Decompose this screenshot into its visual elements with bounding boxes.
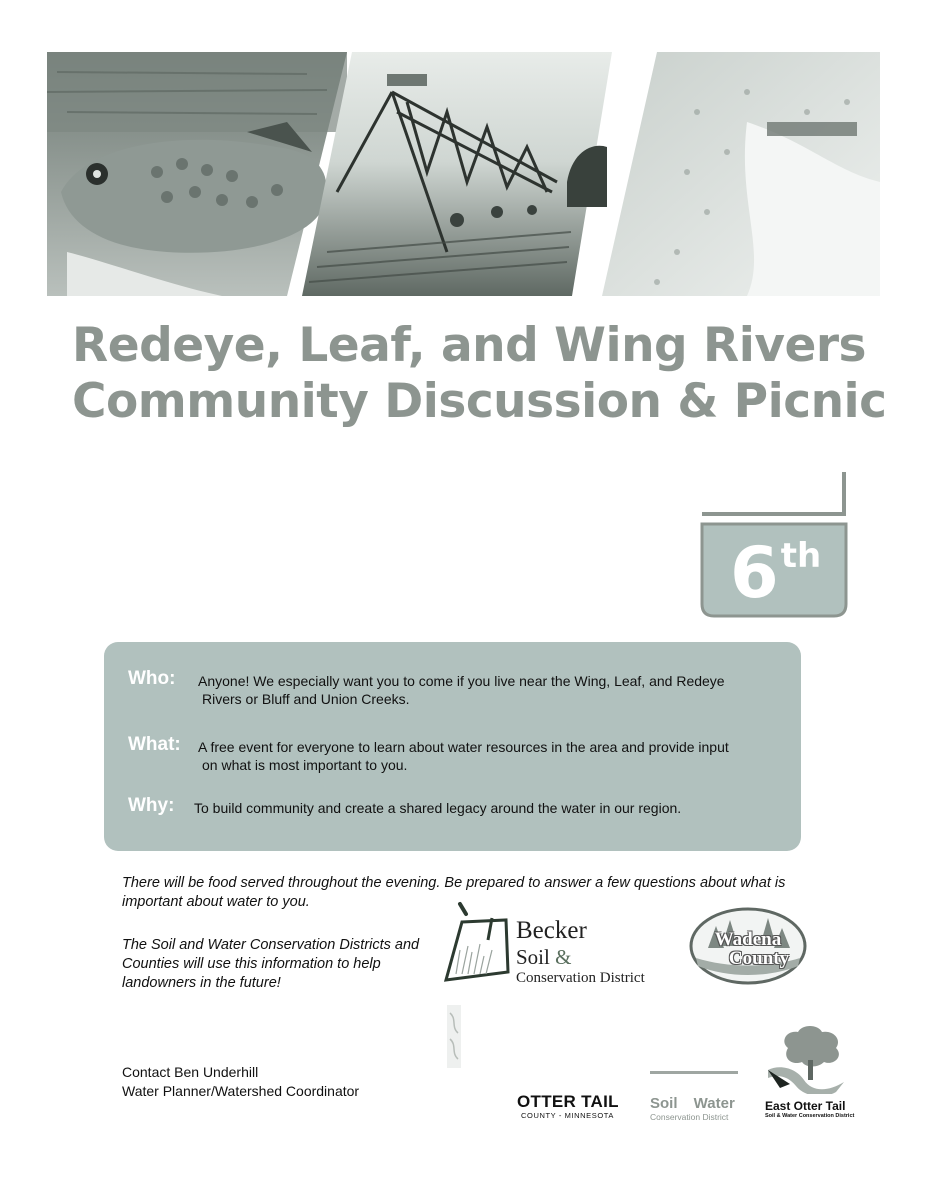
why-row [128, 795, 788, 817]
who-text-line-2: Rivers or Bluff and Union Creeks. [202, 691, 410, 707]
becker-name: Becker [516, 917, 587, 944]
who-text-line-1: Anyone! We especially want you to come if you live near the Wing, Leaf, and Redeye [198, 673, 725, 689]
future-note: The Soil and Water Conservation Districts and Counties will use this information to help landowners in the future! [122, 937, 420, 991]
becker-soil-line [516, 945, 571, 969]
title-line-2: Community Discussion & Picnic [72, 374, 887, 429]
east-otter-tail-name: East Otter Tail [765, 1099, 846, 1113]
wadena-line-1: Wadena [714, 929, 782, 950]
swcd-name: Soil Water [650, 1095, 735, 1112]
becker-district: Conservation District [516, 970, 645, 986]
day-suffix: th [780, 536, 822, 576]
food-note: There will be food served throughout the evening. Be prepared to answer a few questions about what is important about water to you. [122, 875, 786, 910]
river-bank-photo [602, 52, 880, 296]
swcd-rule [650, 1071, 738, 1074]
who-row [128, 668, 788, 708]
east-otter-tail-tree-icon [766, 1022, 846, 1094]
what-text-line-2: on what is most important to you. [202, 757, 408, 773]
becker-soil: Soil [516, 945, 550, 969]
what-label: What: [128, 734, 181, 755]
event-day [730, 516, 821, 613]
fish-photo [47, 52, 347, 296]
what-text-line-1: A free event for everyone to learn about water resources in the area and provide input [198, 739, 729, 755]
irrigation-photo [302, 52, 612, 296]
becker-amp: & [555, 945, 572, 969]
swcd-sub: Conservation District [650, 1112, 729, 1122]
contact-block [122, 1063, 359, 1101]
why-label: Why: [128, 795, 175, 816]
wadena-county-text [688, 930, 808, 968]
what-row [128, 734, 788, 774]
event-title [72, 318, 887, 430]
why-text: To build community and create a shared legacy around the water in our region. [194, 800, 682, 816]
otter-tail-name: OTTER TAIL [517, 1092, 619, 1111]
header-photo-strip [47, 52, 880, 296]
who-label: Who: [128, 668, 176, 689]
otter-tail-sub: COUNTY - MINNESOTA [521, 1111, 615, 1120]
contact-name: Contact Ben Underhill [122, 1064, 259, 1080]
decorative-strip [447, 1005, 461, 1068]
contact-role: Water Planner/Watershed Coordinator [122, 1083, 360, 1099]
east-otter-tail-sub: Soil & Water Conservation District [765, 1113, 855, 1119]
info-box [104, 642, 801, 851]
day-number: 6 [730, 532, 779, 614]
date-badge [700, 470, 850, 618]
wadena-line-2: County [728, 948, 790, 969]
title-line-1: Redeye, Leaf, and Wing Rivers [72, 318, 867, 373]
